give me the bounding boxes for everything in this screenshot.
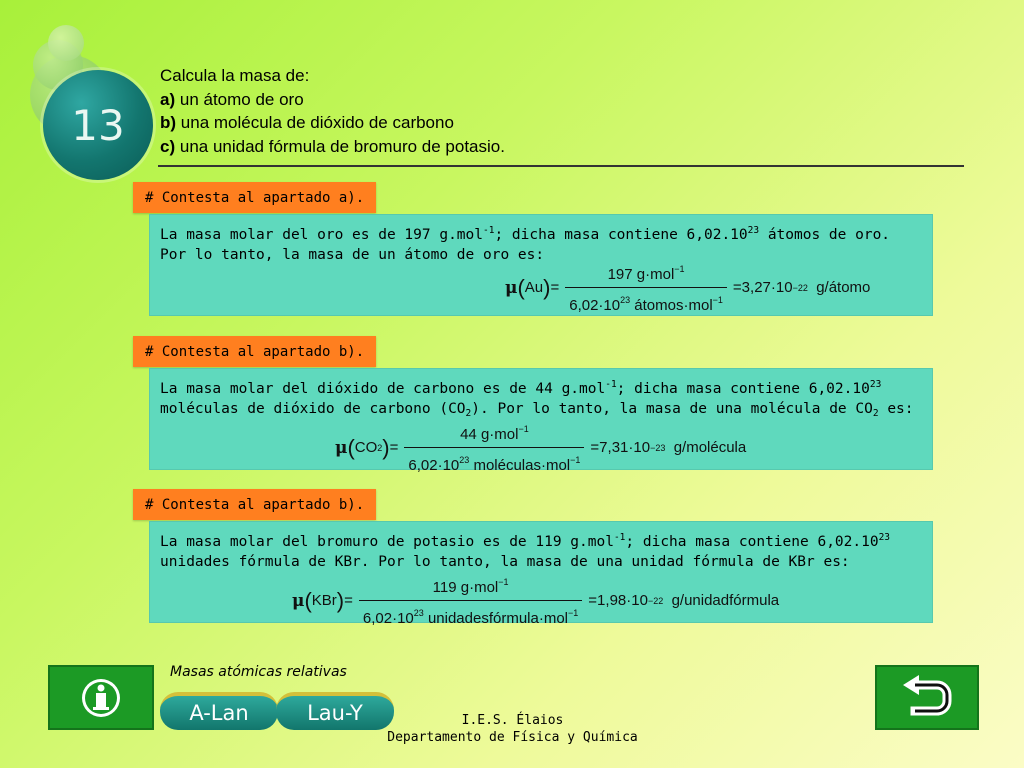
footer-department: Departamento de Física y Química — [387, 730, 638, 745]
lau-y-button[interactable]: Lau-Y — [276, 692, 394, 730]
a-lan-button[interactable]: A-Lan — [160, 692, 278, 730]
question-item-c: c) una unidad fórmula de bromuro de potasio. — [160, 136, 505, 156]
answer-line: Por lo tanto, la masa de un átomo de oro es: — [160, 247, 545, 263]
section-tag-b[interactable]: # Contesta al apartado b). — [133, 336, 376, 367]
answer-box-a — [149, 214, 933, 316]
formula-a: μ ( Au ) = $\frac{197 g\cdot mol^{-1}}{6,02\cdot 10^{23} átomos\cdot mol^{-1}}$ =3,27·10 −22 g/átomo — [505, 264, 871, 314]
section-tag-c[interactable]: # Contesta al apartado b). — [133, 489, 376, 520]
footer-school: I.E.S. Élaios — [461, 713, 564, 728]
info-icon — [79, 673, 123, 723]
footer — [380, 712, 645, 746]
slide-number-badge — [43, 70, 153, 180]
question-item-a: a) un átomo de oro — [160, 89, 304, 109]
answer-line: La masa molar del dióxido de carbono es de 44 g.mol$^{-1}$; dicha masa contiene 6,02.10$^{23}$ — [160, 379, 882, 397]
formula-b: μ ( CO 2 ) = $\frac{44 g\cdot mol^{-1}}{6,02\cdot 10^{23} moléculas\cdot mol^{-1}}$ =7,31·10 −23 g/molécula — [335, 424, 747, 474]
divider — [158, 165, 964, 167]
question-block — [160, 64, 505, 158]
masas-atomicas-label: Masas atómicas relativas — [170, 664, 347, 680]
answer-line: La masa molar del bromuro de potasio es de 119 g.mol$^{-1}$; dicha masa contiene 6,02.10$^{23}$ — [160, 532, 891, 550]
formula-c: μ ( KBr ) = $\frac{119 g\cdot mol^{-1}}{6,02\cdot 10^{23} unidadesfórmula\cdot mol^{-1}}$ =1,98·10 −22 g/unidadfórmula — [292, 577, 780, 627]
answer-box-b — [149, 368, 933, 474]
question-item-b: b) una molécula de dióxido de carbono — [160, 113, 454, 132]
info-button[interactable] — [48, 665, 154, 730]
answer-line: La masa molar del oro es de 197 g.mol$^{-1}$; dicha masa contiene 6,02.10$^{23}$ átomos de oro. — [160, 225, 891, 243]
section-tag-a[interactable]: # Contesta al apartado a). — [133, 182, 376, 213]
answer-line: moléculas de dióxido de carbono $(CO_2)$. Por lo tanto, la masa de una molécula de $CO_2$ es: — [160, 401, 914, 419]
question-intro: Calcula la masa de: — [160, 66, 310, 85]
answer-box-c — [149, 521, 933, 627]
slide-number: 13 — [71, 100, 125, 150]
back-button[interactable] — [875, 665, 979, 730]
answer-line: unidades fórmula de KBr. Por lo tanto, la masa de una unidad fórmula de KBr es: — [160, 554, 850, 570]
decorative-bubble — [48, 25, 84, 61]
back-arrow-icon — [901, 675, 953, 721]
